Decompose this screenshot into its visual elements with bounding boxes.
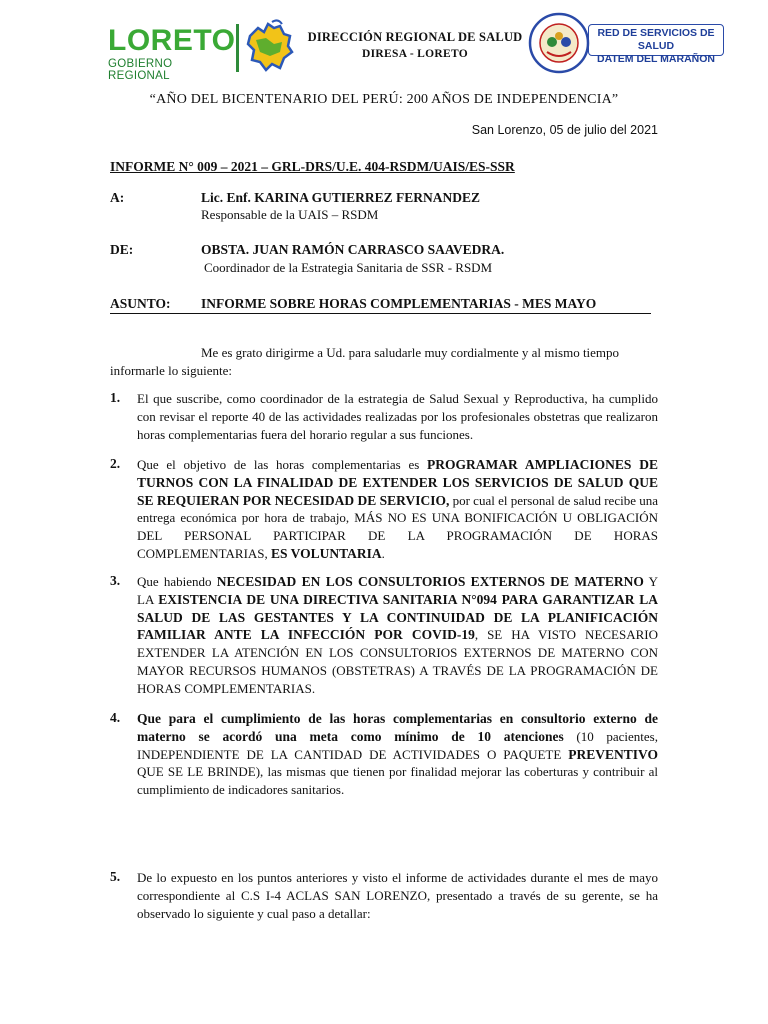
text-segment: Que habiendo — [137, 574, 217, 589]
text-segment: por cual el personal de salud recibe una entrega económica por hora de trabajo, MÁS NO ES UNA BONIFICACIÓN U OBLIGACIÓN DEL PERSONAL PARTICIPAR DE LA PROGRAMACIÓN DE HORAS COMPLEMENTARIAS, — [137, 492, 658, 561]
item-1-text — [137, 390, 658, 443]
item-1-number: 1. — [110, 390, 121, 405]
direction-title — [300, 30, 530, 60]
text-segment: Que el objetivo de las horas complementarias es — [137, 457, 428, 472]
loreto-logo-word: LORETO — [108, 24, 236, 57]
bold-text-segment: EXISTENCIA DE UNA DIRECTIVA SANITARIA N°094 PARA GARANTIZAR LA SALUD DE LAS GESTANTES Y LA CONTINUIDAD DE LA PLANIFICACIÓN FAMILIAR ANTE LA INFECCIÓN POR COVID-19 — [137, 591, 658, 643]
loreto-map-icon — [244, 18, 296, 74]
bold-text-segment: PREVENTIVO — [568, 746, 658, 762]
text-segment: , SE HA VISTO NECESARIO EXTENDER LA ATENCIÓN EN LOS CONSULTORIOS EXTERNOS DE MATERNO CON MAYOR RECURSOS HUMANOS (OBSTETRAS) A TRAVÉS DE LA PROGRAMACIÓN DE HORAS COMPLEMENTARIAS. — [137, 627, 658, 696]
intro-line-1: Me es grato dirigirme a Ud. para saludarle muy cordialmente y al mismo tiempo — [201, 345, 620, 360]
network-line-2: DATEM DEL MARAÑON — [596, 53, 716, 65]
direction-line-2: DIRESA - LORETO — [362, 48, 468, 60]
bold-text-segment: PROGRAMAR AMPLIACIONES DE TURNOS CON LA FINALIDAD DE EXTENDER LOS SERVICIOS DE SALUD QUE SE REQUIERAN POR NECESIDAD DE SERVICIO, — [137, 457, 658, 508]
from-role: Coordinador de la Estrategia Sanitaria de SSR - RSDM — [204, 260, 493, 275]
item-3-text — [137, 573, 658, 698]
subject-label: ASUNTO: — [110, 296, 171, 311]
logo-divider — [236, 24, 239, 72]
item-3-number: 3. — [110, 573, 121, 588]
loreto-logo-subtitle: GOBIERNO REGIONAL — [108, 58, 173, 82]
text-segment: (10 pacientes, INDEPENDIENTE DE LA CANTIDAD DE ACTIVIDADES O PAQUETE — [137, 728, 658, 762]
text-segment: . — [381, 545, 385, 561]
to-name: Lic. Enf. KARINA GUTIERREZ FERNANDEZ — [201, 190, 481, 205]
report-number: INFORME N° 009 – 2021 – GRL-DRS/U.E. 404-RSDM/UAIS/ES-SSR — [110, 159, 515, 174]
year-motto: “AÑO DEL BICENTENARIO DEL PERÚ: 200 AÑOS DE INDEPENDENCIA” — [149, 92, 619, 107]
item-5-text — [137, 869, 658, 922]
text-segment: Y LA — [137, 574, 659, 607]
item-5-number: 5. — [110, 869, 121, 884]
bold-text-segment: ES VOLUNTARIA — [271, 545, 382, 561]
to-role: Responsable de la UAIS – RSDM — [201, 207, 379, 222]
text-segment: De lo expuesto en los puntos anteriores y visto el informe de actividades durante el mes de mayo correspondiente al C.S I-4 ACLAS SAN LORENZO, presentado a través de su gerente, se ha observado lo siguiente y cual paso a detallar: — [137, 870, 658, 921]
text-segment: El que suscribe, como coordinador de la estrategia de Salud Sexual y Reproductiva, ha cumplido con revisar el reporte 40 de las actividades realizadas por los profesionales obstetras que realizaron horas complementarias fuera del horario regular a sus funciones. — [137, 391, 658, 442]
subject-underline — [110, 313, 651, 314]
to-label: A: — [110, 190, 125, 205]
bold-text-segment: NECESIDAD EN LOS CONSULTORIOS EXTERNOS DE MATERNO — [216, 574, 644, 589]
network-seal-icon — [528, 12, 590, 74]
bold-text-segment: Que para el cumplimiento de las horas complementarias en consultorio externo de materno se acordó una meta como mínimo de 10 atenciones — [137, 711, 658, 744]
from-name: OBSTA. JUAN RAMÓN CARRASCO SAAVEDRA. — [201, 242, 505, 257]
direction-line-1: DIRECCIÓN REGIONAL DE SALUD — [307, 30, 523, 44]
item-2-number: 2. — [110, 456, 121, 471]
from-label: DE: — [110, 242, 134, 257]
item-2-text — [137, 456, 658, 563]
network-line-1: RED DE SERVICIOS DE SALUD — [597, 27, 715, 52]
intro-line-2: informarle lo siguiente: — [110, 363, 233, 378]
text-segment: QUE SE LE BRINDE), las mismas que tienen por finalidad mejorar las coberturas y contribuir al cumplimiento de indicadores sanitarios. — [137, 764, 658, 798]
item-4-number: 4. — [110, 710, 121, 725]
network-name-box — [588, 24, 724, 65]
item-4-text — [137, 710, 658, 799]
loreto-logo — [108, 24, 236, 82]
document-date: San Lorenzo, 05 de julio del 2021 — [471, 123, 658, 137]
subject-text: INFORME SOBRE HORAS COMPLEMENTARIAS - MES MAYO — [201, 296, 597, 311]
